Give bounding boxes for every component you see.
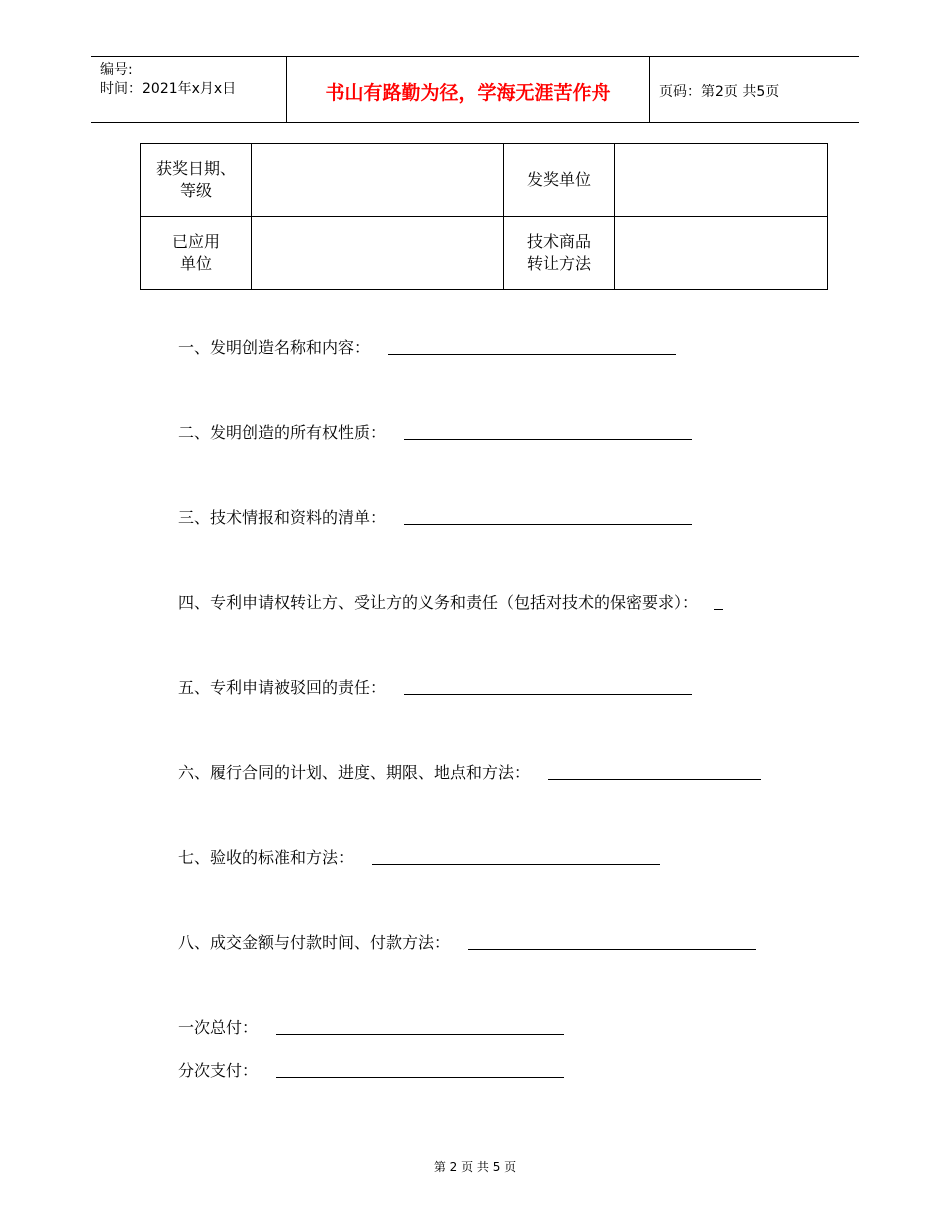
list-item [178, 845, 660, 868]
award-date-level-label: 获奖日期、 等级 [141, 144, 252, 217]
award-issuer-cell[interactable] [615, 144, 828, 217]
award-date-level-cell[interactable] [252, 144, 504, 217]
header-divider-left [286, 56, 287, 122]
applied-unit-label: 已应用 单位 [141, 217, 252, 290]
item-label: 一、发明创造名称和内容： [178, 338, 371, 357]
fill-in-line[interactable] [404, 523, 692, 525]
item-label: 四、专利申请权转让方、受让方的义务和责任（包括对技术的保密要求）： [178, 593, 699, 612]
fill-in-line[interactable] [372, 863, 660, 865]
transfer-method-cell[interactable] [615, 217, 828, 290]
transfer-method-label: 技术商品 转让方法 [504, 217, 615, 290]
header-motto: 书山有路勤为径，学海无涯苦作舟 [325, 82, 611, 104]
fill-in-line[interactable] [404, 693, 692, 695]
header-time-label: 时间：2021年x月x日 [100, 81, 237, 97]
list-item [178, 335, 676, 358]
award-info-table [140, 143, 828, 290]
lump-sum-label: 一次总付： [178, 1018, 259, 1037]
lump-sum-row [178, 1015, 564, 1038]
installments-row [178, 1058, 564, 1081]
installments-label: 分次支付： [178, 1061, 259, 1080]
list-item [178, 505, 692, 528]
item-label: 六、履行合同的计划、进度、期限、地点和方法： [178, 763, 531, 782]
list-item [178, 590, 723, 613]
item-label: 二、发明创造的所有权性质： [178, 423, 387, 442]
item-label: 三、技术情报和资料的清单： [178, 508, 387, 527]
fill-in-line[interactable] [548, 778, 761, 780]
header-top-rule [91, 56, 859, 57]
item-label: 五、专利申请被驳回的责任： [178, 678, 387, 697]
award-issuer-label: 发奖单位 [504, 144, 615, 217]
item-label: 七、验收的标准和方法： [178, 848, 355, 867]
table-row [141, 217, 828, 290]
fill-in-line[interactable] [388, 353, 676, 355]
page-footer: 第 2 页 共 5 页 [433, 1160, 517, 1174]
list-item [178, 760, 761, 783]
header-bottom-rule [91, 122, 859, 123]
installments-line[interactable] [276, 1076, 564, 1078]
list-item [178, 675, 692, 698]
lump-sum-line[interactable] [276, 1033, 564, 1035]
list-item [178, 420, 692, 443]
fill-in-line[interactable] [404, 438, 692, 440]
header-divider-right [649, 56, 650, 122]
fill-in-line[interactable] [468, 948, 756, 950]
fill-in-line[interactable] [714, 608, 723, 610]
list-item [178, 930, 756, 953]
header-number-label: 编号: [100, 62, 133, 78]
applied-unit-cell[interactable] [252, 217, 504, 290]
table-row [141, 144, 828, 217]
item-label: 八、成交金额与付款时间、付款方法： [178, 933, 451, 952]
header-page-label: 页码：第2页 共5页 [659, 84, 780, 100]
